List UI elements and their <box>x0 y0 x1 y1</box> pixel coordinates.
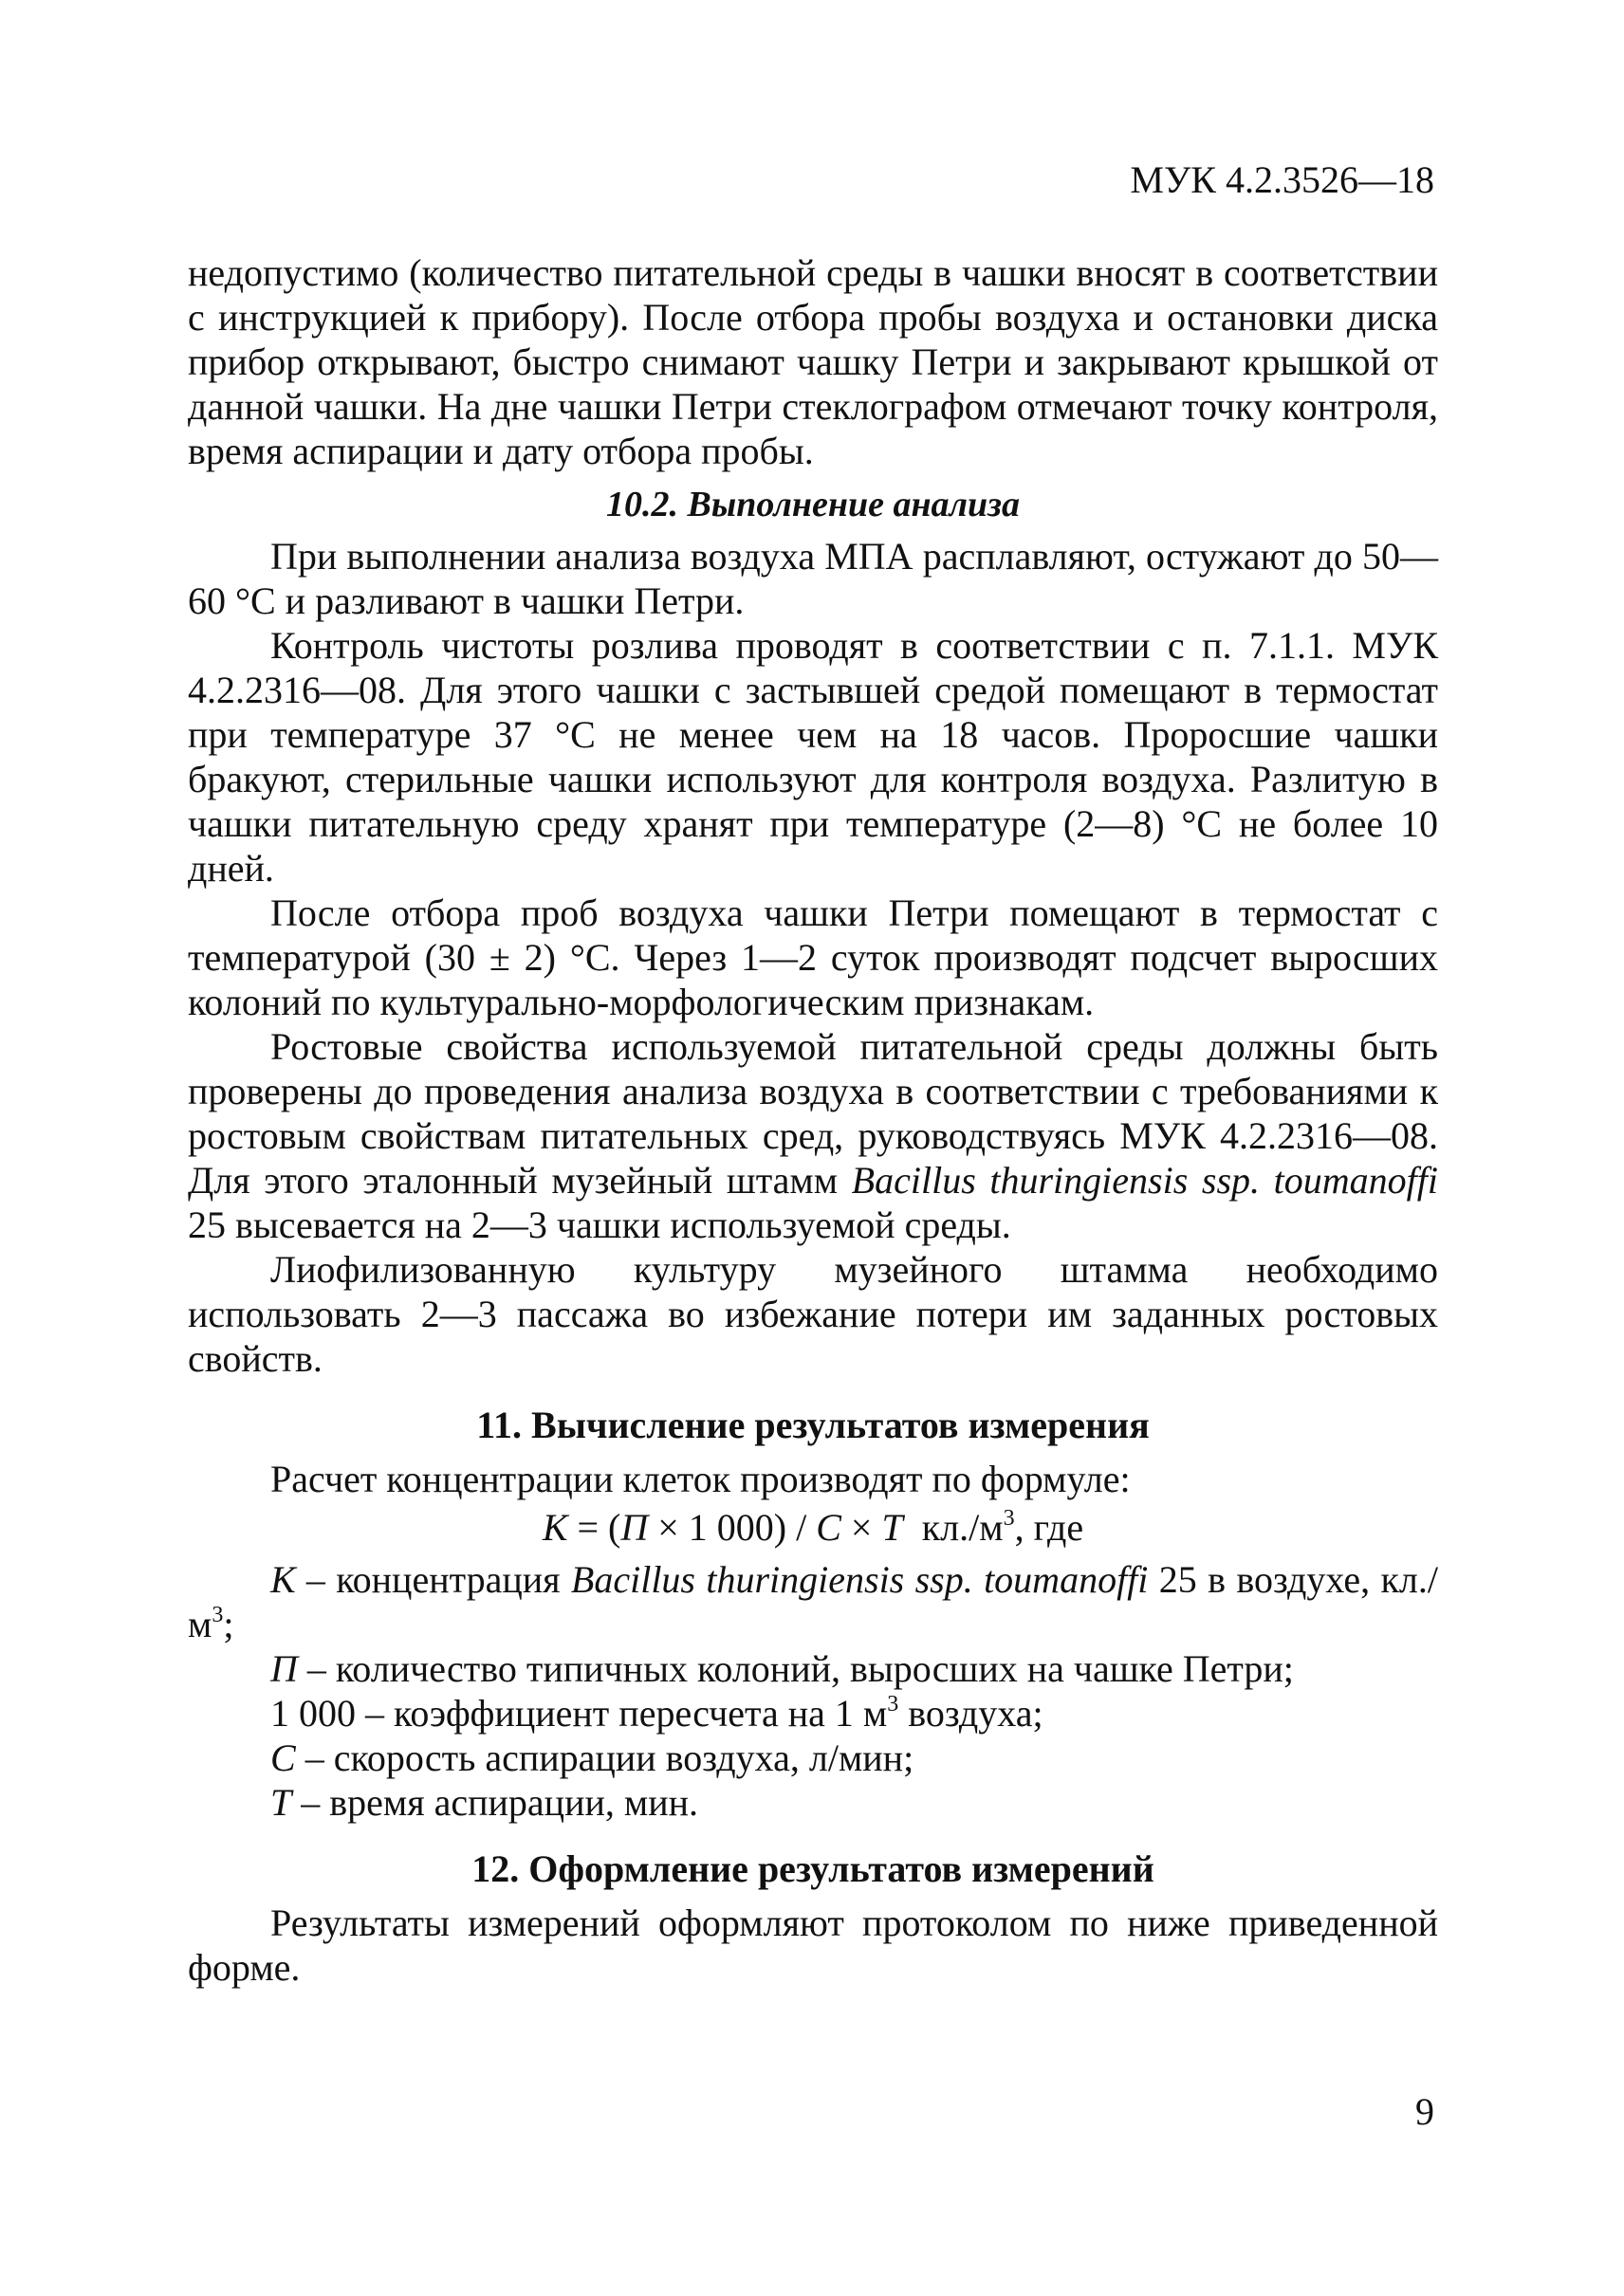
section-heading-11: 11. Вычисление результатов измерения <box>476 1404 1150 1446</box>
def-sup: 3 <box>887 1692 899 1717</box>
page-number: 9 <box>1415 2090 1434 2133</box>
paragraph-lyophilized-culture: Лиофилизованную культуру музейного штамма необходимо использовать 2—3 пассажа во избежание потери им заданных ростовых свойств. <box>188 1248 1438 1380</box>
definition-1000 <box>188 1691 1438 1736</box>
paragraph-results-protocol: Результаты измерений оформляют протоколом по ниже приведенной форме. <box>188 1901 1438 1989</box>
def-tail: воздуха; <box>898 1692 1043 1735</box>
strain-name: Bacillus thuringiensis ssp. toumanoffi <box>851 1159 1438 1202</box>
formula-tail: , где <box>1014 1506 1084 1549</box>
document-body <box>188 250 1438 1990</box>
def-tail: ; <box>223 1603 234 1645</box>
paragraph-growth-properties <box>188 1024 1438 1247</box>
formula-t: Т <box>881 1506 903 1549</box>
formula-p: П <box>620 1506 649 1549</box>
growth-properties-text-a: Ростовые свойства используемой питательной среды должны быть проверены до проведения анализа воздуха в соответствии с требованиями к ростовым свойствам питательных сред, руководствуясь МУК 4.2.2316—08. Для этого эталонный музейный штамм <box>188 1025 1438 1202</box>
formula-c: С <box>816 1506 841 1549</box>
section-heading-12: 12. Оформление результатов измерений <box>471 1847 1154 1890</box>
def-symbol: С <box>270 1736 296 1779</box>
paragraph-incubation: После отбора проб воздуха чашки Петри помещают в термостат с температурой (30 ± 2) °С. Через 1—2 суток производят подсчет выросших колоний по культурально-морфологическим признакам. <box>188 891 1438 1023</box>
concentration-formula <box>188 1505 1438 1550</box>
def-symbol: П <box>270 1647 298 1690</box>
def-text: – количество типичных колоний, выросших на чашке Петри; <box>297 1647 1294 1690</box>
definition-p <box>188 1646 1438 1691</box>
def-strain: Bacillus thuringiensis ssp. toumanoffi <box>570 1558 1149 1601</box>
definition-k <box>188 1557 1438 1646</box>
def-sup: 3 <box>212 1603 224 1627</box>
def-symbol: К <box>270 1558 296 1601</box>
growth-properties-text-b: 25 высевается на 2—3 чашки используемой среды. <box>188 1203 1011 1246</box>
def-text: 1 000 – коэффициент пересчета на 1 м <box>270 1692 888 1735</box>
def-text: – концентрация <box>295 1558 571 1601</box>
def-text: – время аспирации, мин. <box>291 1781 699 1824</box>
def-symbol: Т <box>270 1781 292 1824</box>
document-code-header: МУК 4.2.3526—18 <box>1130 158 1434 201</box>
formula-unit: кл./м <box>902 1506 1004 1549</box>
definition-t <box>188 1780 1438 1825</box>
formula-intro: Расчет концентрации клеток производят по формуле: <box>270 1458 1131 1500</box>
formula-k: К <box>542 1506 568 1549</box>
formula-mid: × 1 000) / <box>648 1506 817 1549</box>
paragraph-continuation: недопустимо (количество питательной среды в чашки вносят в соответствии с инструкцией к прибору). После отбора пробы воздуха и остановки диска прибор открывают, быстро снимают чашку Петри и закрывают крышкой от данной чашки. На дне чашки Петри стеклографом отмечают точку контроля, время аспирации и дату отбора пробы. <box>188 251 1438 472</box>
formula-eq: = ( <box>567 1506 621 1549</box>
def-text2: 25 в воздухе, кл./м <box>188 1558 1438 1645</box>
formula-unit-sup: 3 <box>1003 1506 1015 1531</box>
def-text: – скорость аспирации воздуха, л/мин; <box>295 1736 914 1779</box>
subsection-heading-10-2: 10.2. Выполнение анализа <box>605 485 1021 524</box>
definition-c <box>188 1736 1438 1780</box>
paragraph-sterility-control: Контроль чистоты розлива проводят в соответствии с п. 7.1.1. МУК 4.2.2316—08. Для этого чашки с застывшей средой помещают в термостат при температуре 37 °С не менее чем на 18 часов. Проросшие чашки бракуют, стерильные чашки используют для контроля воздуха. Разлитую в чашки питательную среду хранят при температуре (2—8) °С не более 10 дней. <box>188 624 1438 890</box>
formula-times: × <box>840 1506 882 1549</box>
paragraph-agar-preparation: При выполнении анализа воздуха МПА расплавляют, остужают до 50—60 °С и разливают в чашки Петри. <box>188 535 1438 622</box>
